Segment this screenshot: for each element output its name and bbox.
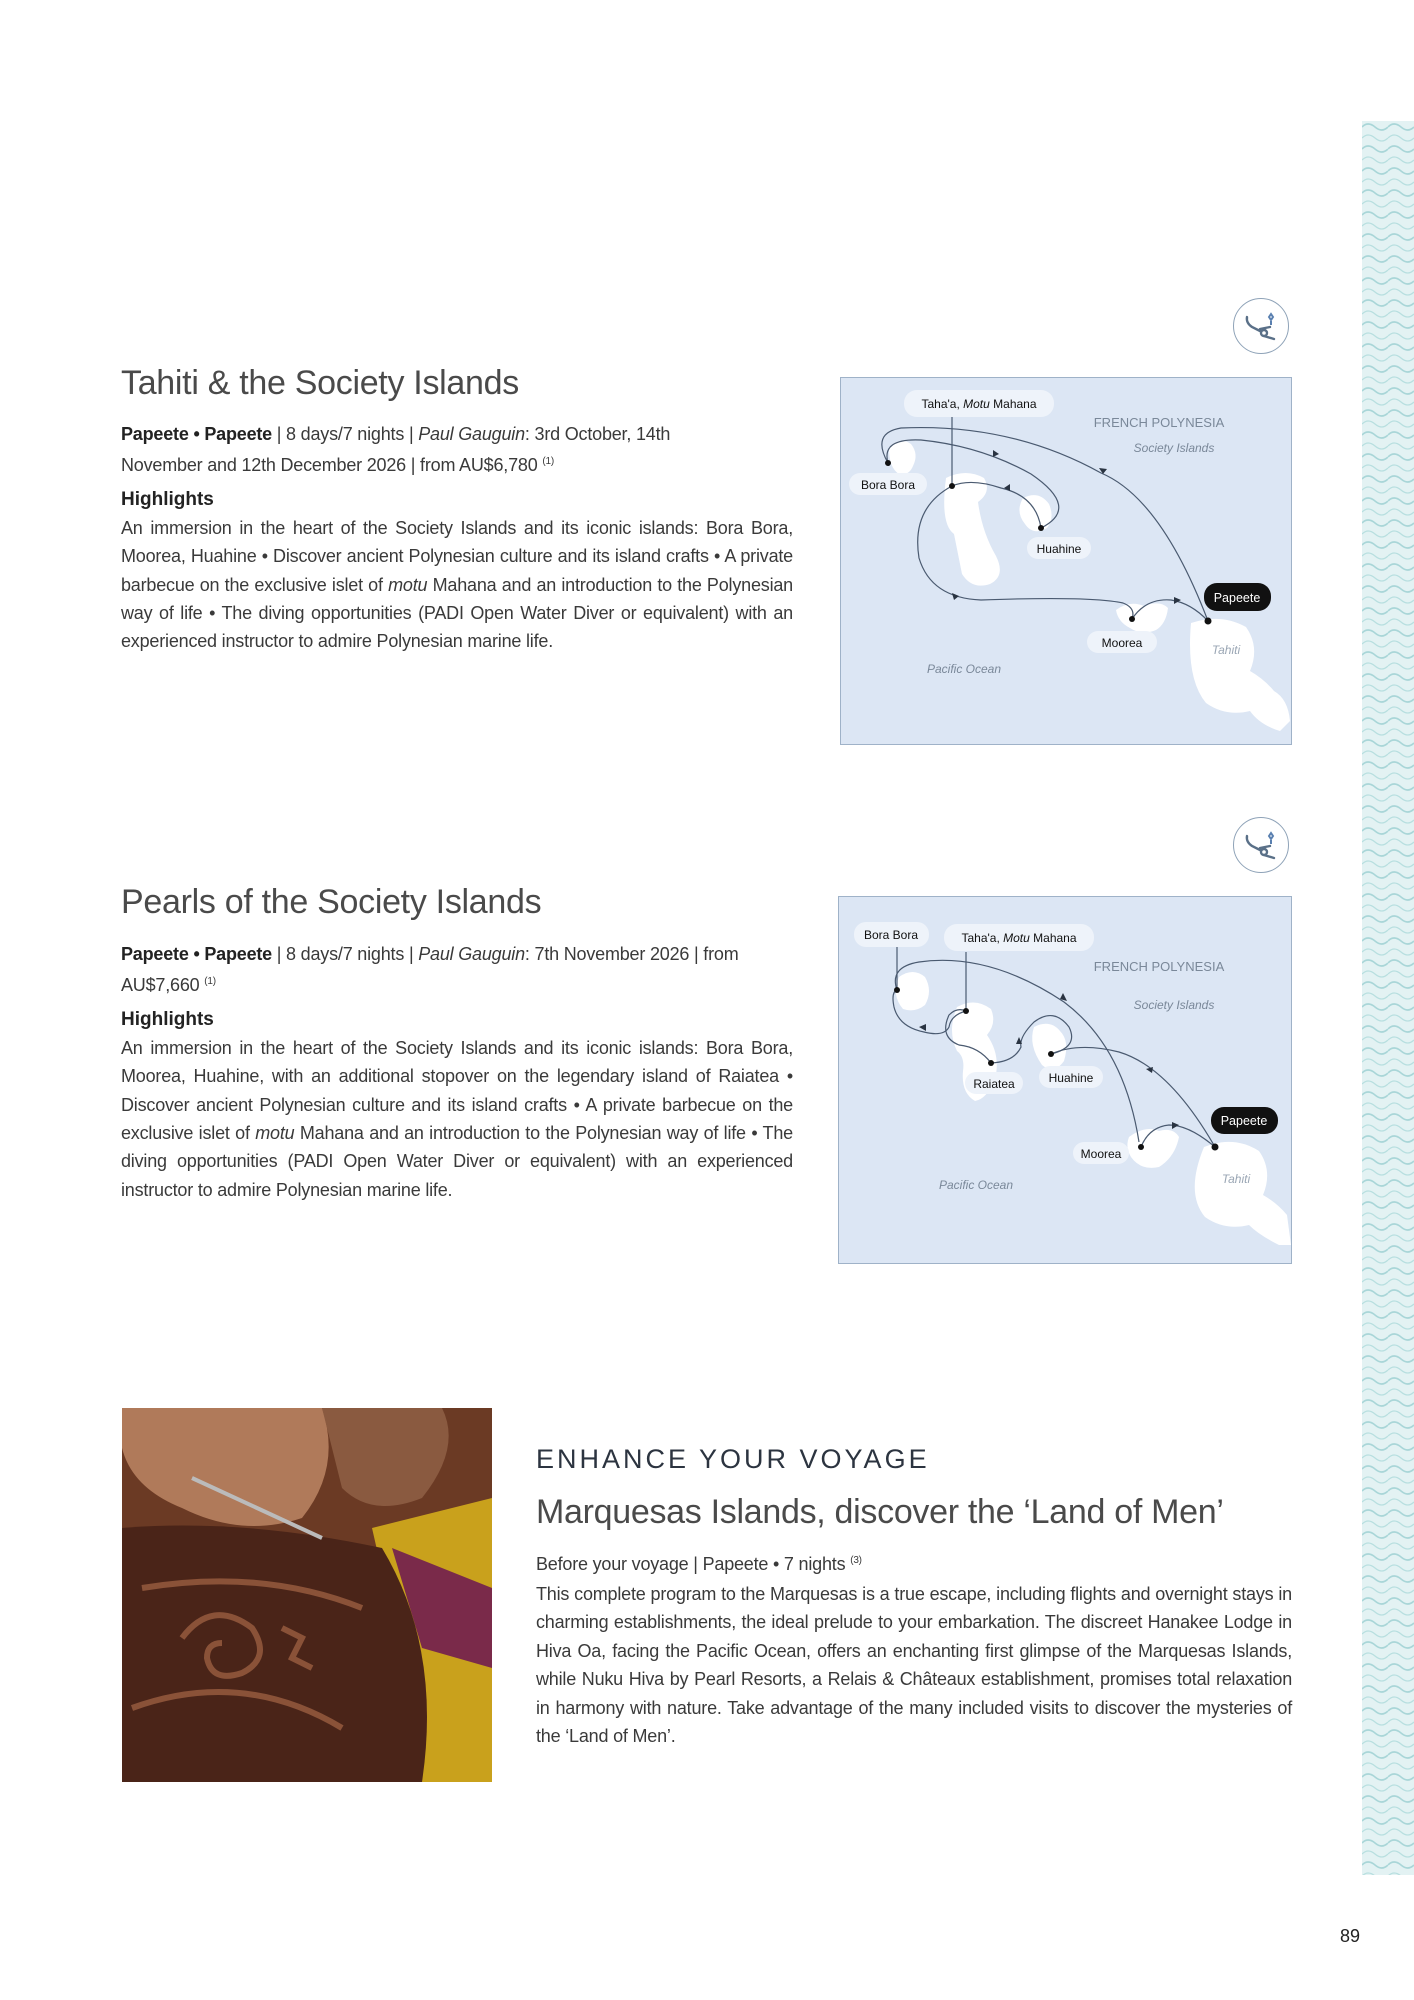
wave-pattern xyxy=(1362,121,1414,1875)
trip-meta xyxy=(121,420,681,480)
route-map-2 xyxy=(838,896,1292,1264)
port-label-bora-bora: Bora Bora xyxy=(860,478,916,492)
port-label-papeete: Papeete xyxy=(1220,1114,1268,1128)
region-label: FRENCH POLYNESIA xyxy=(1093,415,1225,430)
decorative-wave-strip xyxy=(1362,121,1414,1875)
port-label-raiatea: Raiatea xyxy=(973,1077,1015,1091)
port-label-huahine: Huahine xyxy=(1048,1071,1094,1085)
port-label-tahaa: Taha'a, Motu Mahana xyxy=(961,931,1077,945)
trip-dates-price: : 3rd October, 14th November and 12th December 2026 | from AU$6,780 xyxy=(121,424,671,476)
port-label-moorea: Moorea xyxy=(1080,1147,1122,1161)
trip-details xyxy=(121,940,793,1204)
highlights-text xyxy=(121,514,793,656)
excursion-meta-text: Before your voyage | Papeete • 7 nights xyxy=(536,1554,851,1574)
highlights-italic: motu xyxy=(388,574,428,595)
island-label-tahiti: Tahiti xyxy=(1221,1172,1251,1186)
region-label: FRENCH POLYNESIA xyxy=(1093,959,1225,974)
trip-duration: | 8 days/7 nights | xyxy=(271,424,419,444)
highlights-text-part: Mahana and an introduction to the Polynesian way of life • The diving opportunities (PADI Open Water Diver or equivalent) with an experienced instructor to admire Polynesian marine life. xyxy=(121,1123,793,1200)
highlights-heading: Highlights xyxy=(121,488,214,510)
port-label-papeete: Papeete xyxy=(1213,591,1261,605)
archipelago-label: Society Islands xyxy=(1133,441,1215,455)
ship-name: Paul Gauguin xyxy=(418,424,525,444)
port-label-moorea: Moorea xyxy=(1101,636,1143,650)
footnote-ref: (1) xyxy=(542,456,554,468)
port-label-bora-bora: Bora Bora xyxy=(863,928,919,942)
archipelago-label: Society Islands xyxy=(1133,998,1215,1012)
trip-details xyxy=(121,420,793,656)
trip-route: Papeete • Papeete xyxy=(121,944,272,964)
scuba-diver-icon xyxy=(1233,817,1289,873)
trip-title: Pearls of the Society Islands xyxy=(121,883,542,921)
wood-carving-photo xyxy=(122,1408,492,1782)
route-map-1 xyxy=(840,377,1292,745)
trip-title: Tahiti & the Society Islands xyxy=(121,364,519,402)
highlights-text xyxy=(121,1034,793,1204)
footnote-ref: (1) xyxy=(204,976,216,988)
highlights-text-part: Mahana and an introduction to the Polynesian way of life • The diving opportunities (PADI Open Water Diver or equivalent) with an experienced instructor to admire Polynesian marine life. xyxy=(121,574,793,652)
footnote-ref: (3) xyxy=(850,1555,862,1566)
port-label-huahine: Huahine xyxy=(1036,542,1082,556)
trip-dates-price: : 7th November 2026 | from AU$7,660 xyxy=(121,944,739,996)
trip-route: Papeete • Papeete xyxy=(121,424,272,444)
highlights-heading: Highlights xyxy=(121,1008,214,1030)
page-number: 89 xyxy=(1340,1926,1361,1946)
trip-meta xyxy=(121,940,793,1000)
scuba-diver-icon xyxy=(1233,298,1289,354)
highlights-italic: motu xyxy=(255,1123,295,1144)
port-label-tahaa: Taha'a, Motu Mahana xyxy=(921,397,1037,411)
highlights-text-part: An immersion in the heart of the Society Islands and its iconic islands: Bora Bora, Moorea, Huahine, with an additional stopover on the legendary island of Raiatea • Discover ancient Polynesian culture and its island crafts • A private barbecue on the exclusive islet of xyxy=(121,1037,793,1144)
trip-duration: | 8 days/7 nights | xyxy=(271,944,419,964)
highlights-text-part: An immersion in the heart of the Society Islands and its iconic islands: Bora Bora, Moorea, Huahine • Discover ancient Polynesian culture and its island crafts • A private barbecue on the exclusive islet of xyxy=(121,517,793,595)
ship-name: Paul Gauguin xyxy=(418,944,525,964)
ocean-label: Pacific Ocean xyxy=(926,662,1002,676)
island-label-tahiti: Tahiti xyxy=(1211,643,1241,657)
excursion-title: Marquesas Islands, discover the ‘Land of Men’ xyxy=(536,1493,1224,1531)
excursion-meta xyxy=(536,1547,862,1578)
excursion-description: This complete program to the Marquesas is a true escape, including flights and overnight stays in charming establishments, the ideal prelude to your embarkation. The discreet Hanakee Lodge in Hiva Oa, facing the Pacific Ocean, offers an enchanting first glimpse of the Marquesas Islands, while Nuku Hiva by Pearl Resorts, a Relais & Châteaux establishment, promises total relaxation in harmony with nature. Take advantage of the many included visits to discover the mysteries of the ‘Land of Men’. xyxy=(536,1584,1292,1747)
ocean-label: Pacific Ocean xyxy=(938,1178,1014,1192)
section-kicker: ENHANCE YOUR VOYAGE xyxy=(536,1444,930,1474)
